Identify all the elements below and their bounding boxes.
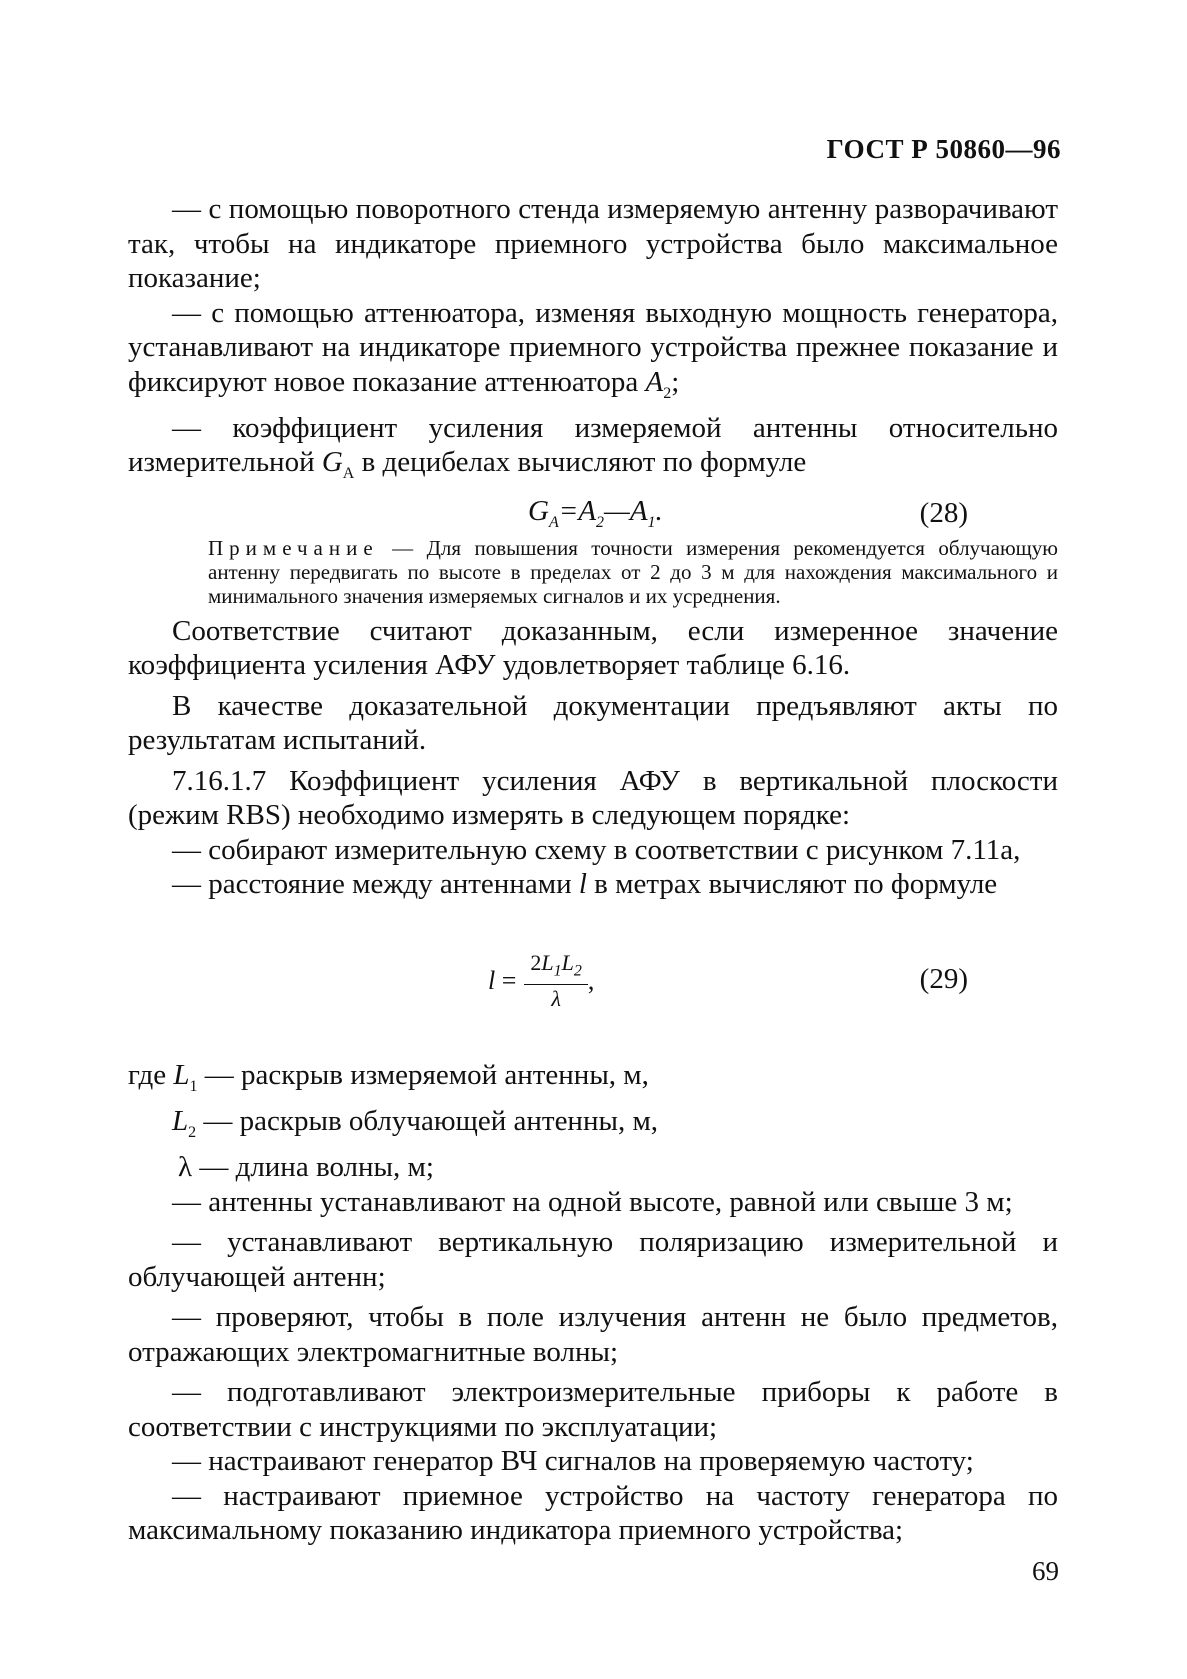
where-list <box>128 1058 1058 1185</box>
formula-28 <box>128 494 1058 534</box>
formula-expression: $G_A=A_2—A_1$. <box>528 494 663 531</box>
document-body <box>128 192 1058 1548</box>
paragraph: — настраивают генератор ВЧ сигналов на проверяемую частоту; <box>172 1445 974 1478</box>
fraction <box>524 950 588 1013</box>
variable: A <box>645 365 664 398</box>
formula-number: (28) <box>919 496 968 529</box>
page-header: ГОСТ Р 50860—96 <box>826 134 1061 164</box>
note: Примечание — Для повышения точности измерения рекомендуется облучающую антенну передвигать по высоте в пределах от 2 до 3 м для нахождения максимального и минимального значения измеряемых сигналов и их усреднения. <box>208 535 1058 608</box>
paragraph: — расстояние между антеннами l в метрах вычисляют по формуле <box>172 868 998 901</box>
paragraph: В качестве доказательной документации предъявляют акты по результатам испытаний. <box>128 689 1058 757</box>
variable: l <box>578 868 587 901</box>
paragraph: — устанавливают вертикальную поляризацию измерительной и облучающей антенн; <box>128 1226 1058 1293</box>
paragraph: — собирают измерительную схему в соответствии с рисунком 7.11а, <box>172 833 1021 866</box>
paragraph: — настраивают приемное устройство на частоту генератора по максимальному показанию индикатора приемного устройства; <box>128 1479 1058 1547</box>
paragraph: Соответствие считают доказанным, если измеренное значение коэффициента усиления АФУ удовлетворяет таблице 6.16. <box>128 614 1058 682</box>
paragraph: — с помощью поворотного стенда измеряемую антенну разворачивают так, чтобы на индикаторе приемного устройства было максимальное показание; <box>128 193 1058 294</box>
page-number: 69 <box>1032 1556 1059 1586</box>
where-item: λ — длина волны, м; <box>178 1151 434 1184</box>
where-item: $L_2$ — раскрыв облучающей антенны, м, <box>172 1104 659 1141</box>
where-item: где $L_1$ — раскрыв измеряемой антенны, м, <box>128 1058 649 1095</box>
paragraph: — антенны устанавливают на одной высоте, равной или свыше 3 м; <box>172 1185 1013 1218</box>
note-label: Примечание <box>208 535 379 560</box>
paragraph: 7.16.1.7 Коэффициент усиления АФУ в вертикальной плоскости (режим RBS) необходимо измерять в следующем порядке: <box>128 764 1058 832</box>
paragraph: — с помощью аттенюатора, изменяя выходную мощность генератора, устанавливают на индикаторе приемного устройства прежнее показание и фиксируют новое показание аттенюатора $A_2$; <box>128 296 1058 402</box>
formula-29 <box>128 932 1058 1040</box>
fraction-numerator: $2L_1L_2$ <box>524 950 588 985</box>
formula-expression: l = $\frac{2L_1L_2}{\lambda}$ , <box>488 949 595 1011</box>
fraction-denominator: λ <box>551 985 561 1011</box>
paragraph: — коэффициент усиления измеряемой антенны относительно измерительной $G_A$ в децибелах вычисляют по формуле <box>128 411 1058 483</box>
paragraph: — подготавливают электроизмерительные приборы к работе в соответствии с инструкциями по эксплуатации; <box>128 1376 1058 1443</box>
variable: G <box>321 446 343 479</box>
formula-number: (29) <box>919 962 968 995</box>
paragraph: — проверяют, чтобы в поле излучения антенн не было предметов, отражающих электромагнитные волны; <box>128 1301 1058 1368</box>
